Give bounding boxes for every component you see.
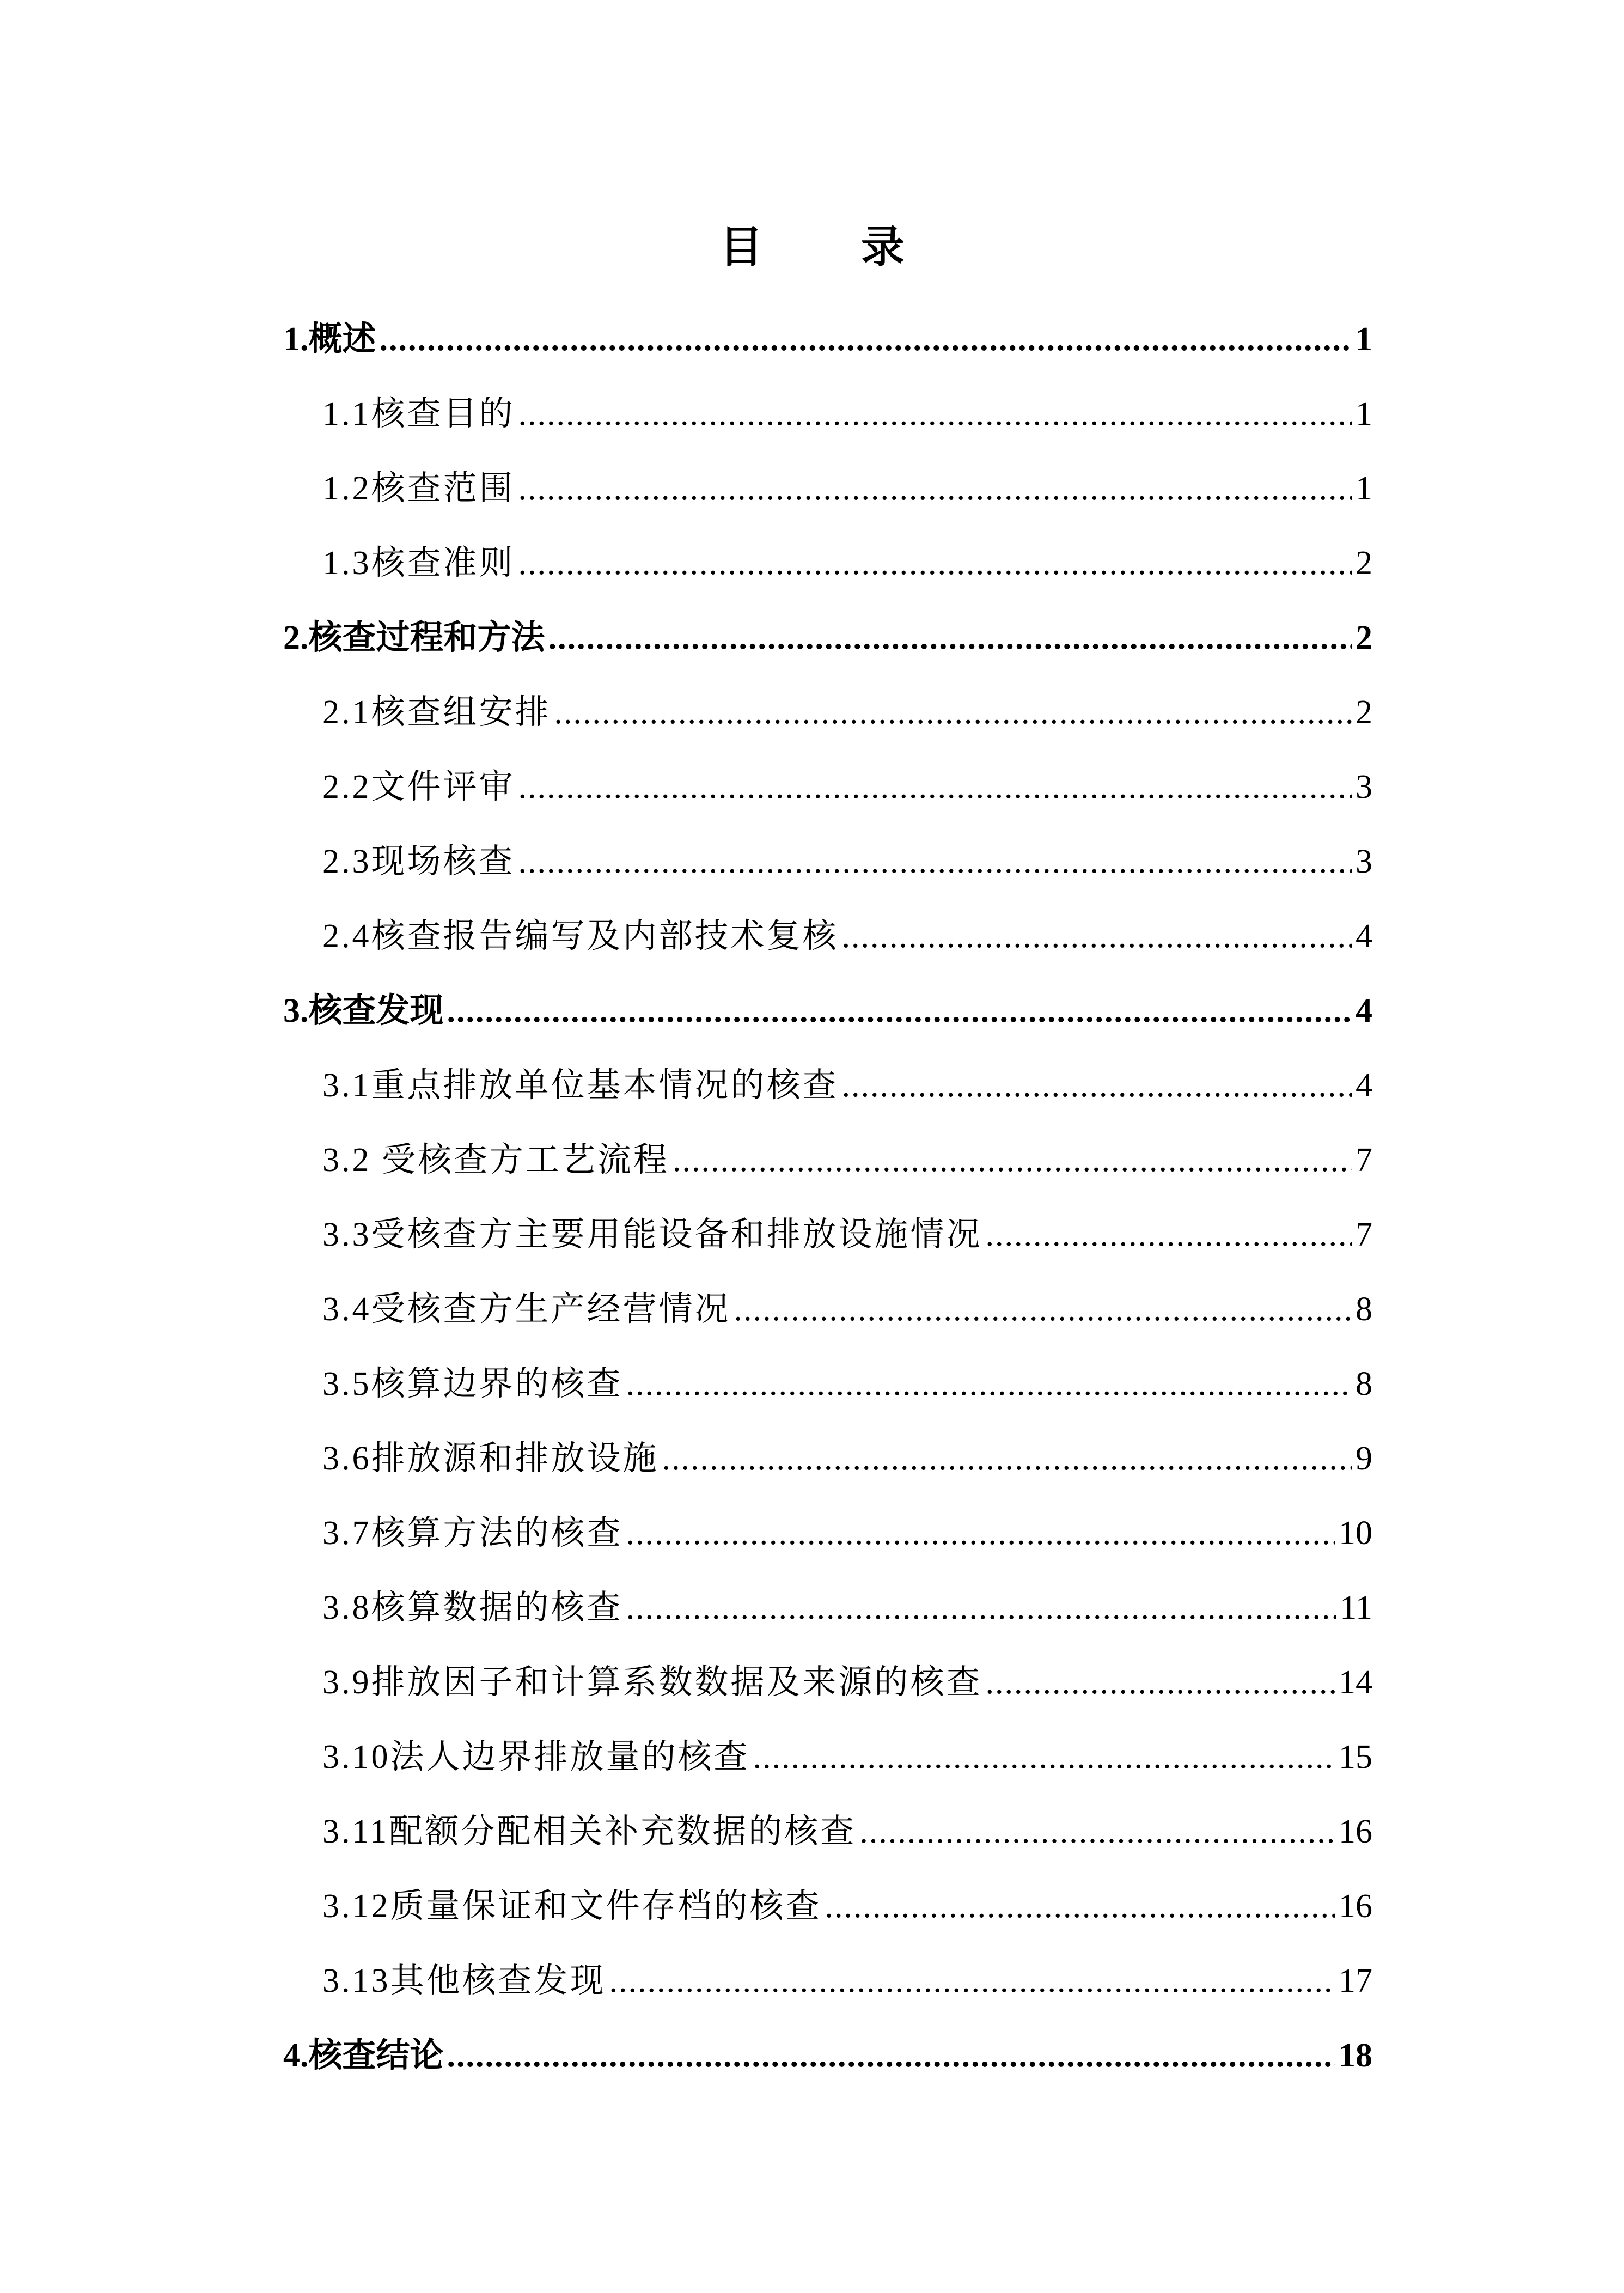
toc-page-number: 2 <box>1356 545 1372 582</box>
toc-section-entry[interactable] <box>283 1795 1372 1869</box>
toc-chapter-entry[interactable] <box>283 601 1372 675</box>
toc-entry-text: 2.核查过程和方法 <box>283 619 545 656</box>
toc-entry-text: 2.4核查报告编写及内部技术复核 <box>322 918 839 955</box>
toc-page-number: 9 <box>1356 1440 1372 1477</box>
dot-leader <box>753 1720 1335 1795</box>
toc-page-number: 14 <box>1339 1664 1372 1701</box>
toc-section-entry[interactable] <box>283 750 1372 825</box>
dot-leader <box>662 1422 1352 1496</box>
toc-chapter-entry[interactable] <box>283 302 1372 377</box>
toc-entry-text: 2.2文件评审 <box>322 769 515 806</box>
dot-leader <box>842 899 1352 974</box>
toc-section-entry[interactable] <box>283 825 1372 899</box>
toc-page-number: 7 <box>1356 1142 1372 1179</box>
toc-entry-text: 3.5核算边界的核查 <box>322 1365 623 1402</box>
dot-leader <box>518 377 1352 452</box>
toc-entry-text: 3.3受核查方主要用能设备和排放设施情况 <box>322 1216 982 1253</box>
toc-entry-text: 3.7核算方法的核查 <box>322 1515 623 1552</box>
toc-section-entry[interactable] <box>283 526 1372 601</box>
toc-page-number: 10 <box>1339 1515 1372 1552</box>
dot-leader <box>518 825 1352 899</box>
toc-chapter-entry[interactable] <box>283 2018 1372 2093</box>
toc-page-number: 11 <box>1340 1589 1372 1626</box>
toc-page-number: 3 <box>1356 843 1372 880</box>
dot-leader <box>626 1571 1337 1645</box>
toc-section-entry[interactable] <box>283 1571 1372 1645</box>
toc-section-entry[interactable] <box>283 1272 1372 1347</box>
toc-section-entry[interactable] <box>283 899 1372 974</box>
toc-title: 目 录 <box>719 224 948 272</box>
toc-entry-text: 3.13其他核查发现 <box>322 1962 606 1999</box>
toc-page-number: 3 <box>1356 769 1372 806</box>
dot-leader <box>673 1123 1352 1198</box>
toc-entry-text: 3.11配额分配相关补充数据的核查 <box>322 1813 857 1850</box>
toc-page-number: 16 <box>1339 1888 1372 1925</box>
toc-section-entry[interactable] <box>283 1198 1372 1272</box>
toc-page-number: 15 <box>1339 1739 1372 1776</box>
toc-section-entry[interactable] <box>283 675 1372 750</box>
toc-page-number: 2 <box>1356 694 1372 731</box>
dot-leader <box>548 601 1352 675</box>
dot-leader <box>518 526 1352 601</box>
toc-page-number: 16 <box>1339 1813 1372 1850</box>
dot-leader <box>734 1272 1352 1347</box>
toc-section-entry[interactable] <box>283 1944 1372 2018</box>
toc-entry-text: 3.9排放因子和计算系数数据及来源的核查 <box>322 1664 982 1701</box>
toc-section-entry[interactable] <box>283 1645 1372 1720</box>
toc-chapter-entry[interactable] <box>283 974 1372 1048</box>
toc-entry-text: 3.2 受核查方工艺流程 <box>322 1142 670 1179</box>
toc-section-entry[interactable] <box>283 1347 1372 1422</box>
toc-page-number: 7 <box>1356 1216 1372 1253</box>
toc-page-number: 4 <box>1356 918 1372 955</box>
dot-leader <box>986 1645 1335 1720</box>
toc-entry-text: 4.核查结论 <box>283 2037 444 2074</box>
toc-page-number: 1 <box>1356 395 1372 432</box>
toc-page-number: 4 <box>1356 1067 1372 1104</box>
toc-page-number: 1 <box>1356 321 1372 358</box>
dot-leader <box>609 1944 1335 2018</box>
dot-leader <box>518 750 1352 825</box>
toc-entry-text: 3.12质量保证和文件存档的核查 <box>322 1888 822 1925</box>
dot-leader <box>518 452 1352 526</box>
dot-leader <box>842 1048 1352 1123</box>
toc-entry-text: 1.3核查准则 <box>322 545 515 582</box>
toc-entry-text: 3.4受核查方生产经营情况 <box>322 1291 731 1328</box>
dot-leader <box>447 974 1352 1048</box>
toc-page-number: 18 <box>1339 2037 1372 2074</box>
dot-leader <box>825 1869 1335 1944</box>
toc-entry-text: 2.3现场核查 <box>322 843 515 880</box>
toc-entry-text: 1.概述 <box>283 321 376 358</box>
toc-entry-text: 3.8核算数据的核查 <box>322 1589 623 1626</box>
toc-page-number: 2 <box>1356 619 1372 656</box>
dot-leader <box>986 1198 1352 1272</box>
toc-section-entry[interactable] <box>283 1422 1372 1496</box>
toc-section-entry[interactable] <box>283 1720 1372 1795</box>
dot-leader <box>554 675 1352 750</box>
toc-entry-text: 3.6排放源和排放设施 <box>322 1440 659 1477</box>
toc-entry-text: 1.2核查范围 <box>322 470 515 507</box>
toc-page-number: 8 <box>1356 1365 1372 1402</box>
toc-section-entry[interactable] <box>283 377 1372 452</box>
toc-entry-text: 3.10法人边界排放量的核查 <box>322 1739 750 1776</box>
toc-page-number: 4 <box>1356 992 1372 1029</box>
table-of-contents <box>283 302 1372 2093</box>
toc-section-entry[interactable] <box>283 1496 1372 1571</box>
toc-entry-text: 3.1重点排放单位基本情况的核查 <box>322 1067 839 1104</box>
dot-leader <box>626 1496 1335 1571</box>
dot-leader <box>447 2018 1335 2093</box>
toc-section-entry[interactable] <box>283 1869 1372 1944</box>
toc-page-number: 1 <box>1356 470 1372 507</box>
toc-entry-text: 3.核查发现 <box>283 992 444 1029</box>
toc-entry-text: 1.1核查目的 <box>322 395 515 432</box>
dot-leader <box>380 302 1352 377</box>
toc-section-entry[interactable] <box>283 452 1372 526</box>
toc-page-number: 8 <box>1356 1291 1372 1328</box>
dot-leader <box>859 1795 1335 1869</box>
toc-entry-text: 2.1核查组安排 <box>322 694 551 731</box>
toc-section-entry[interactable] <box>283 1048 1372 1123</box>
toc-section-entry[interactable] <box>283 1123 1372 1198</box>
toc-page-number: 17 <box>1339 1962 1372 1999</box>
dot-leader <box>626 1347 1352 1422</box>
